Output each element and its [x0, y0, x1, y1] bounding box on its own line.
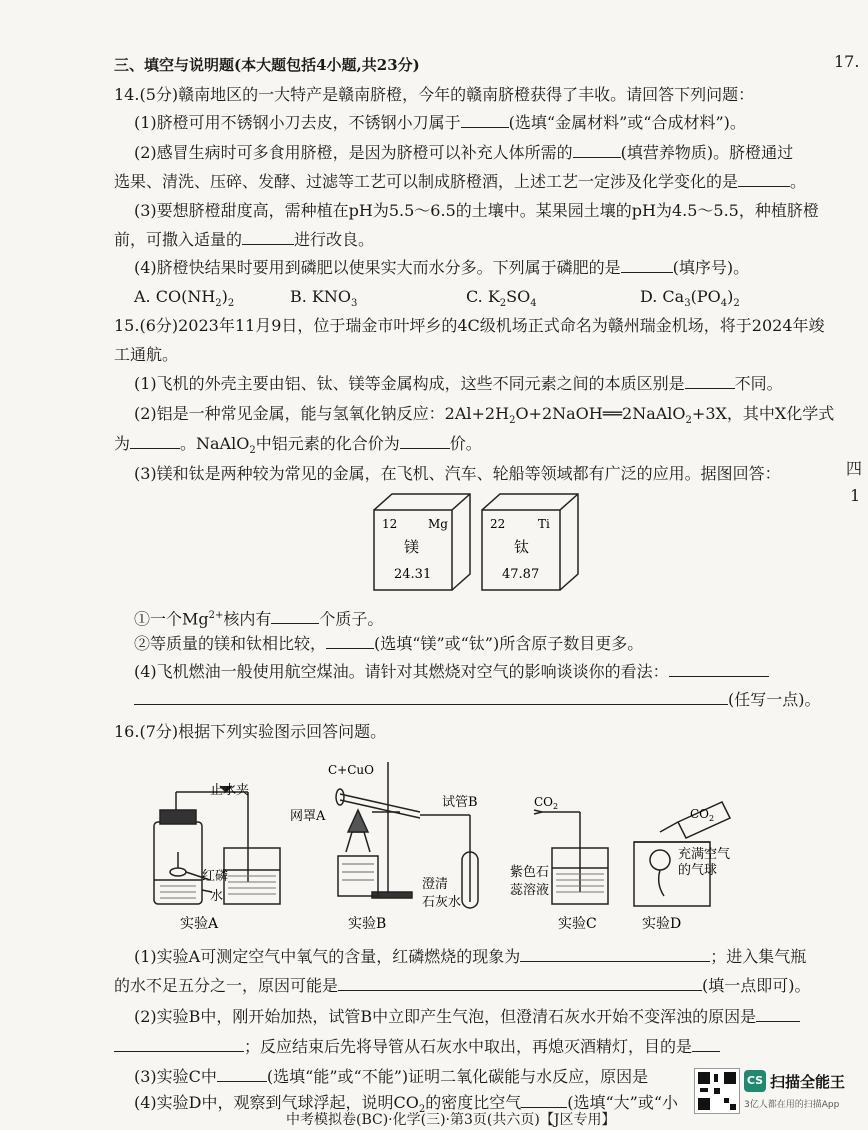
- answer-blank[interactable]: [217, 1067, 267, 1082]
- mg-number: 12: [382, 517, 398, 531]
- experiment-figures: [140, 752, 760, 942]
- q16-part3: (3)实验C中 (选填“能”或“不能”)证明二氧化碳能与水反应，原因是: [134, 1067, 649, 1086]
- q16-part1: (1)实验A可测定空气中氧气的含量，红磷燃烧的现象为 ；进入集气瓶: [134, 947, 807, 966]
- label-co2-d: $CO_2$: [690, 807, 715, 823]
- q15-part3: (3)镁和钛是两种较为常见的金属，在飞机、汽车、轮船等领域都有广泛的应用。据图回答：: [134, 464, 781, 483]
- answer-blank[interactable]: [621, 258, 673, 273]
- mg-name: 镁: [404, 538, 420, 556]
- label-chengqing: 澄清: [422, 877, 449, 892]
- answer-blank[interactable]: [326, 634, 374, 649]
- answer-blank[interactable]: [461, 113, 509, 128]
- q14-part1: (1)脐橙可用不锈钢小刀去皮，不锈钢小刀属于 (选填“金属材料”或“合成材料”)。: [134, 113, 746, 132]
- answer-blank[interactable]: [738, 172, 790, 187]
- q15-stem-cont: 工通航。: [114, 345, 179, 364]
- q16-part4: (4)实验D中，观察到气球浮起，说明$CO_2$的密度比空气 (选填“大”或“小: [134, 1093, 679, 1116]
- answer-blank[interactable]: [114, 1037, 244, 1052]
- caption-a: 实验A: [180, 916, 219, 932]
- q16-part2: (2)实验B中，刚开始加热，试管B中立即产生气泡，但澄清石灰水开始不变浑浊的原因是: [134, 1007, 800, 1027]
- caption-d: 实验D: [642, 916, 682, 932]
- q15-part2-cont: 为 。NaAlO$_2$中铝元素的化合价为 价。: [114, 434, 482, 457]
- mg-mass: 24.31: [394, 567, 432, 582]
- label-qiqiu: 的气球: [678, 863, 718, 878]
- ti-mass: 47.87: [502, 567, 540, 582]
- answer-blank[interactable]: [685, 374, 735, 389]
- side-char-1: 四: [846, 459, 863, 478]
- answer-blank[interactable]: [521, 1093, 567, 1108]
- label-zhishuijia: 止水夹: [210, 783, 250, 798]
- q16-stem: 16.(7分)根据下列实验图示回答问题。: [114, 722, 387, 741]
- label-ruirongye: 蕊溶液: [510, 883, 550, 898]
- watermark-subtitle: 3亿人都在用的扫描App: [744, 1100, 840, 1110]
- q15-sub1: ①一个$Mg^{2+}$核内有 个质子。: [134, 609, 384, 629]
- q15-part4: (4)飞机燃油一般使用航空煤油。请针对其燃烧对空气的影响谈谈你的看法：: [134, 662, 769, 682]
- q16-part2-cont: ；反应结束后先将导管从石灰水中取出，再熄灭酒精灯，目的是: [114, 1037, 720, 1057]
- ti-name: 钛: [514, 538, 530, 556]
- page-footer: 中考模拟卷(BC)·化学(三)·第3页(共六页)【J区专用】: [286, 1112, 616, 1128]
- camscanner-logo-icon: CS: [744, 1070, 766, 1092]
- answer-blank[interactable]: [669, 662, 769, 677]
- label-wangzhao: 网罩A: [290, 809, 326, 824]
- answer-blank[interactable]: [756, 1007, 800, 1022]
- section-title: 三、填空与说明题(本大题包括4小题,共23分): [114, 56, 420, 74]
- answer-blank[interactable]: [573, 143, 621, 158]
- ti-number: 22: [490, 517, 506, 531]
- label-shihuishui: 石灰水: [422, 895, 462, 910]
- q14-part3: (3)要想脐橙甜度高，需种植在pH为5.5～6.5的土壤中。某果园土壤的pH为4.5～5.5，种植脐橙: [134, 201, 819, 220]
- label-shui: 水: [210, 889, 224, 904]
- mg-symbol: Mg: [428, 517, 448, 531]
- experiment-b-apparatus: [336, 762, 478, 908]
- qr-code-icon: [694, 1068, 740, 1114]
- q14-option-c: C. $K_2SO_4$: [466, 287, 537, 310]
- answer-blank[interactable]: [692, 1037, 720, 1052]
- q14-part3-cont: 前，可撒入适量的 进行改良。: [114, 230, 375, 249]
- q14-option-b: B. $KNO_3$: [290, 287, 358, 310]
- answer-blank[interactable]: [134, 690, 728, 705]
- side-char-2: 1: [850, 486, 861, 505]
- label-ziseshi: 紫色石: [510, 865, 550, 880]
- answer-blank[interactable]: [242, 230, 294, 245]
- answer-blank[interactable]: [271, 609, 319, 624]
- q15-part4-cont: (任写一点)。: [134, 690, 821, 710]
- page-number: 17.: [834, 52, 860, 71]
- q15-sub2: ②等质量的镁和钛相比较， (选填“镁”或“钛”)所含原子数目更多。: [134, 634, 644, 653]
- q15-stem: 15.(6分)2023年11月9日，位于瑞金市叶坪乡的4C级机场正式命名为赣州瑞金机场，将于2024年竣: [114, 316, 825, 335]
- q14-part4: (4)脐橙快结果时要用到磷肥以使果实大而水分多。下列属于磷肥的是 (填序号)。: [134, 258, 750, 277]
- answer-blank[interactable]: [338, 976, 702, 991]
- q15-part1: (1)飞机的外壳主要由铝、钛、镁等金属构成，这些不同元素之间的本质区别是 不同。: [134, 374, 783, 393]
- q15-part2: (2)铝是一种常见金属，能与氢氧化钠反应：$2Al+2H_2O+2NaOH══2NaAlO_2+3X$，其中X化学式: [134, 404, 835, 427]
- element-cards: [372, 492, 582, 592]
- label-co2-c: $CO_2$: [534, 795, 559, 811]
- caption-b: 实验B: [348, 916, 387, 932]
- answer-blank[interactable]: [130, 434, 180, 449]
- caption-c: 实验C: [558, 916, 597, 932]
- q14-part2-cont: 选果、清洗、压碎、发酵、过滤等工艺可以制成脐橙酒，上述工艺一定涉及化学变化的是 。: [114, 172, 807, 191]
- label-shiguan: 试管B: [442, 795, 478, 810]
- watermark-title: 扫描全能王: [770, 1073, 846, 1091]
- experiment-a-apparatus: [154, 786, 280, 904]
- label-cuo: C+CuO: [328, 763, 374, 777]
- q14-option-a: A. $CO(NH_2)_2$: [134, 287, 235, 310]
- q14-part2: (2)感冒生病时可多食用脐橙，是因为脐橙可以补充人体所需的 (填营养物质)。脐橙通过: [134, 143, 794, 162]
- answer-blank[interactable]: [400, 434, 450, 449]
- label-hongling: 红磷: [202, 869, 229, 884]
- q16-part1-cont: 的水不足五分之一，原因可能是 (填一点即可)。: [114, 976, 811, 995]
- q14-option-d: D. $Ca_3(PO_4)_2$: [640, 287, 740, 310]
- answer-blank[interactable]: [520, 947, 710, 962]
- label-chongman: 充满空气: [678, 847, 731, 862]
- q14-stem: 14.(5分)赣南地区的一大特产是赣南脐橙，今年的赣南脐橙获得了丰收。请回答下列问题：: [114, 85, 755, 104]
- ti-symbol: Ti: [538, 517, 550, 531]
